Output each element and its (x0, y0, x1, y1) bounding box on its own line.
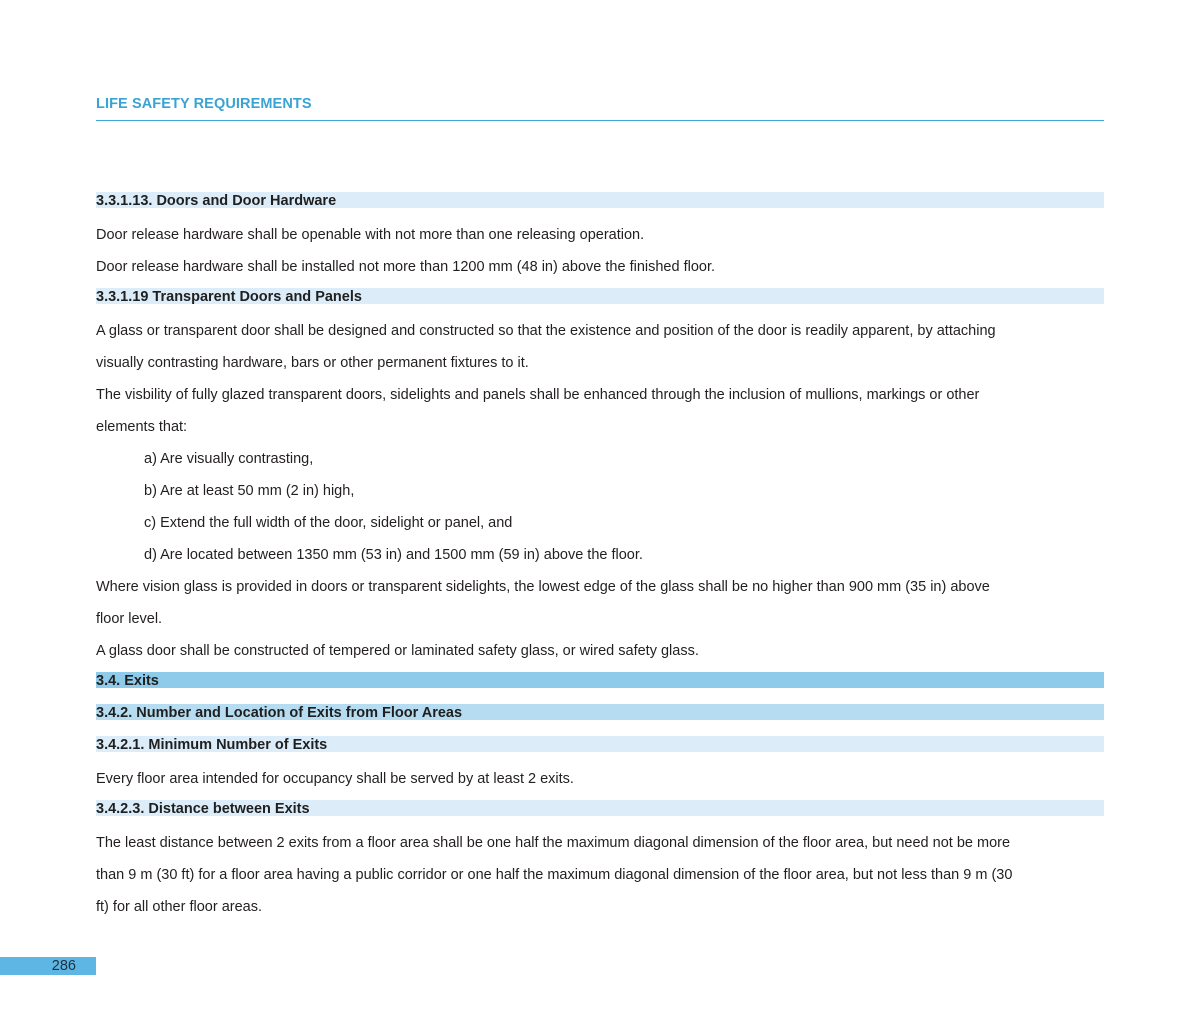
section-heading-number-location-exits (96, 699, 1104, 731)
heading-text: 3.4. Exits (96, 673, 159, 689)
paragraph-line: The least distance between 2 exits from a floor area shall be one half the maximum diagonal dimension of the floor area, but need not be more (96, 835, 1011, 851)
paragraph-line: ft) for all other floor areas. (96, 899, 263, 915)
paragraph-line: A glass or transparent door shall be designed and constructed so that the existence and position of the door is readily apparent, by attaching (96, 323, 996, 339)
paragraph-line: than 9 m (30 ft) for a floor area having a public corridor or one half the maximum diagonal dimension of the floor area, but not less than 9 m (30 (96, 867, 1013, 883)
section-heading-minimum-exits (96, 731, 1104, 763)
list-item: b) Are at least 50 mm (2 in) high, (144, 483, 355, 499)
heading-text: 3.4.2.1. Minimum Number of Exits (96, 737, 328, 753)
paragraph: Door release hardware shall be openable with not more than one releasing operation. (96, 227, 645, 243)
page-number-tab (0, 957, 96, 975)
paragraph: A glass door shall be constructed of tempered or laminated safety glass, or wired safety glass. (96, 643, 699, 659)
paragraph: Door release hardware shall be installed not more than 1200 mm (48 in) above the finished floor. (96, 259, 716, 275)
page-number: 286 (51, 958, 76, 974)
list-item: c) Extend the full width of the door, sidelight or panel, and (144, 515, 513, 531)
heading-text: 3.4.2.3. Distance between Exits (96, 801, 310, 817)
paragraph-line: Where vision glass is provided in doors or transparent sidelights, the lowest edge of the glass shall be no higher than 900 mm (35 in) above (96, 579, 990, 595)
section-heading-distance-exits (96, 795, 1104, 827)
heading-text: 3.3.1.19 Transparent Doors and Panels (96, 289, 362, 305)
list-item: a) Are visually contrasting, (144, 451, 314, 467)
paragraph-line: visually contrasting hardware, bars or other permanent fixtures to it. (96, 355, 529, 371)
section-heading-transparent-doors (96, 283, 1104, 315)
paragraph-line: floor level. (96, 611, 163, 627)
running-header-title: LIFE SAFETY REQUIREMENTS (96, 96, 312, 112)
heading-text: 3.3.1.13. Doors and Door Hardware (96, 193, 337, 209)
document-body (96, 187, 1120, 923)
section-heading-exits (96, 667, 1104, 699)
running-header (96, 96, 1104, 121)
paragraph-line: elements that: (96, 419, 188, 435)
paragraph: Every floor area intended for occupancy shall be served by at least 2 exits. (96, 771, 574, 787)
heading-highlight (96, 672, 1104, 688)
paragraph-line: The visbility of fully glazed transparent doors, sidelights and panels shall be enhanced through the inclusion of mullions, markings or other (96, 387, 980, 403)
section-heading-doors-hardware (96, 187, 1104, 219)
list-item: d) Are located between 1350 mm (53 in) and 1500 mm (59 in) above the floor. (144, 547, 643, 563)
heading-text: 3.4.2. Number and Location of Exits from Floor Areas (96, 705, 463, 721)
